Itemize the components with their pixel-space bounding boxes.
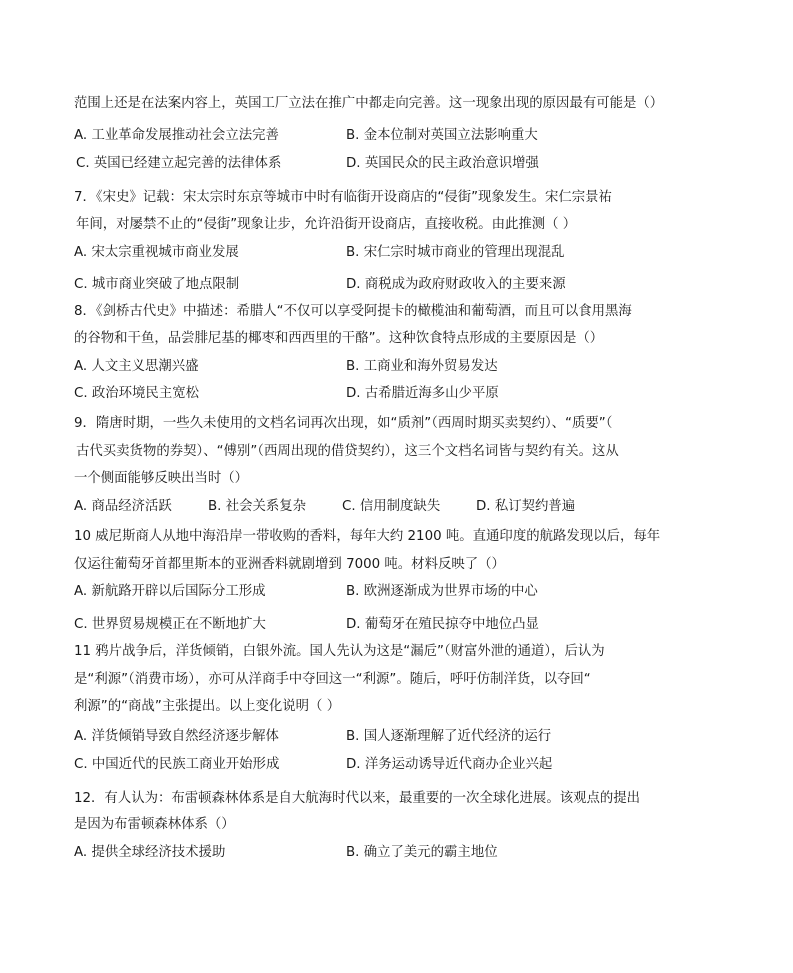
question-12-stem-line-1: 12．有人认为：布雷顿森林体系是自大航海时代以来，最重要的一次全球化进展。该观点的提出 (74, 791, 641, 806)
question-9-stem-line-1: 9．隋唐时期，一些久未使用的文档名词再次出现，如“质剂”（西周时期买卖契约）、“质要”（ (74, 416, 613, 431)
question-9-option-b[interactable]: B. 社会关系复杂 (208, 499, 307, 514)
question-7-stem-line-2: 年间，对屡禁不止的“侵街”现象让步，允许沿街开设商店，直接收税。由此推测（ ） (76, 217, 577, 232)
question-10-option-c[interactable]: C. 世界贸易规模正在不断地扩大 (74, 617, 266, 632)
question-7-option-a[interactable]: A. 宋太宗重视城市商业发展 (74, 245, 239, 260)
question-6-option-b[interactable]: B. 金本位制对英国立法影响重大 (346, 128, 538, 143)
question-8-option-a[interactable]: A. 人文主义思潮兴盛 (74, 359, 199, 374)
question-7-option-c[interactable]: C. 城市商业突破了地点限制 (74, 277, 240, 292)
question-8-stem-line-2: 的谷物和干鱼，品尝腓尼基的椰枣和西西里的干酪”。这种饮食特点形成的主要原因是（） (74, 331, 604, 346)
question-11-option-b[interactable]: B. 国人逐渐理解了近代经济的运行 (346, 729, 552, 744)
question-11-option-d[interactable]: D. 洋务运动诱导近代商办企业兴起 (346, 757, 553, 772)
question-9-option-d[interactable]: D. 私订契约普遍 (476, 499, 576, 514)
question-7-option-b[interactable]: B. 宋仁宗时城市商业的管理出现混乱 (346, 245, 565, 260)
question-10-stem-line-1: 10 威尼斯商人从地中海沿岸一带收购的香料，每年大约 2100 吨。直通印度的航路发现以后，每年 (74, 529, 661, 544)
question-8-option-d[interactable]: D. 古希腊近海多山少平原 (346, 386, 499, 401)
question-8-option-c[interactable]: C. 政治环境民主宽松 (74, 386, 199, 401)
question-6-option-a[interactable]: A. 工业革命发展推动社会立法完善 (74, 128, 279, 143)
question-10-option-b[interactable]: B. 欧洲逐渐成为世界市场的中心 (346, 584, 538, 599)
question-11-stem-line-1: 11 鸦片战争后，洋货倾销，白银外流。国人先认为这是“漏卮”（财富外泄的通道），后认为 (74, 644, 605, 659)
question-9-option-c[interactable]: C. 信用制度缺失 (342, 499, 441, 514)
question-10-stem-line-2: 仅运往葡萄牙首都里斯本的亚洲香料就剧增到 7000 吨。材料反映了（） (74, 557, 505, 572)
question-6-option-c[interactable]: C. 英国已经建立起完善的法律体系 (76, 156, 282, 171)
question-10-option-d[interactable]: D. 葡萄牙在殖民掠夺中地位凸显 (346, 617, 539, 632)
question-6-stem: 范围上还是在法案内容上，英国工厂立法在推广中都走向完善。这一现象出现的原因最有可能是（） (74, 96, 664, 111)
question-11-stem-line-3: 利源”的“商战”主张提出。以上变化说明（ ） (74, 699, 341, 714)
question-12-option-b[interactable]: B. 确立了美元的霸主地位 (346, 845, 498, 860)
question-8-option-b[interactable]: B. 工商业和海外贸易发达 (346, 359, 498, 374)
question-6-option-d[interactable]: D. 英国民众的民主政治意识增强 (346, 156, 539, 171)
question-7-stem-line-1: 7．《宋史》记载：宋太宗时东京等城市中时有临街开设商店的“侵街”现象发生。宋仁宗景祐 (74, 190, 612, 205)
question-11-option-c[interactable]: C. 中国近代的民族工商业开始形成 (74, 757, 280, 772)
question-9-stem-line-3: 一个侧面能够反映出当时（） (74, 471, 249, 486)
question-11-stem-line-2: 是“利源”（消费市场），亦可从洋商手中夺回这一“利源”。随后，呼吁仿制洋货，以夺回“ (74, 672, 591, 687)
question-9-stem-line-2: 古代买卖货物的券契）、“傅别”（西周出现的借贷契约），这三个文档名词皆与契约有关。这从 (76, 444, 619, 459)
question-9-option-a[interactable]: A. 商品经济活跃 (74, 499, 172, 514)
question-8-stem-line-1: 8．《剑桥古代史》中描述：希腊人“不仅可以享受阿提卡的橄榄油和葡萄酒，而且可以食用黑海 (74, 304, 632, 319)
question-12-option-a[interactable]: A. 提供全球经济技术援助 (74, 845, 226, 860)
question-7-option-d[interactable]: D. 商税成为政府财政收入的主要来源 (346, 277, 566, 292)
question-11-option-a[interactable]: A. 洋货倾销导致自然经济逐步解体 (74, 729, 279, 744)
question-10-option-a[interactable]: A. 新航路开辟以后国际分工形成 (74, 584, 266, 599)
question-12-stem-line-2: 是因为布雷顿森林体系（） (74, 817, 235, 832)
